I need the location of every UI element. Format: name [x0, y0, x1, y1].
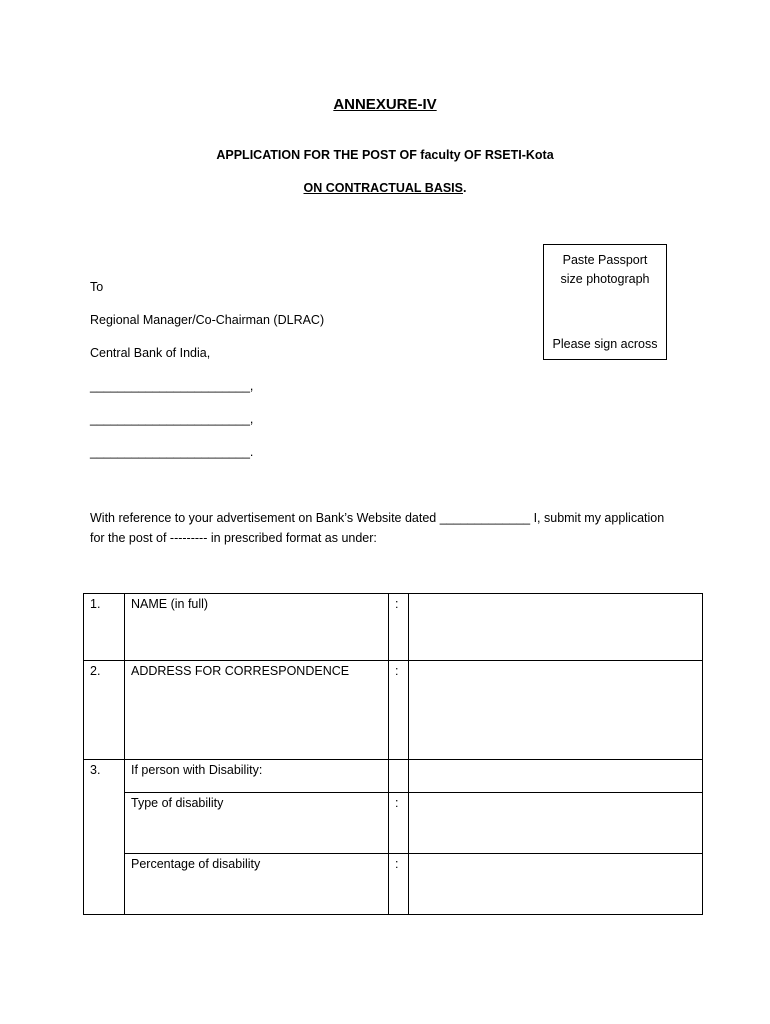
table-row [84, 661, 703, 760]
address-to: To [90, 280, 104, 294]
application-form-table [83, 593, 703, 915]
row-label: Percentage of disability [125, 854, 389, 915]
sign-instruction: Please sign across [552, 337, 658, 351]
address-bank: Central Bank of India, [90, 346, 211, 360]
disability-answer-field[interactable] [409, 760, 703, 793]
application-heading: APPLICATION FOR THE POST OF faculty OF RSETI-Kota [216, 148, 554, 162]
table-row [84, 594, 703, 661]
address-blank-line-2[interactable]: _______________________, [90, 412, 254, 426]
address-blank-line-3[interactable]: _______________________. [90, 445, 254, 459]
photo-placeholder-box[interactable] [543, 244, 667, 360]
photo-instruction [544, 251, 666, 289]
table-row [84, 760, 703, 793]
contractual-basis-period: . [463, 181, 467, 195]
row-number: 2. [84, 661, 125, 760]
disability-percentage-answer-field[interactable] [409, 854, 703, 915]
name-answer-field[interactable] [409, 594, 703, 661]
contractual-basis-text: ON CONTRACTUAL BASIS [303, 181, 463, 195]
intro-line-2: for the post of --------- in prescribed format as under: [90, 531, 377, 545]
row-colon: : [389, 594, 409, 661]
row-number: 3. [84, 760, 125, 915]
table-row [84, 854, 703, 915]
row-colon: : [389, 793, 409, 854]
address-blank-line-1[interactable]: _______________________, [90, 379, 254, 393]
disability-type-answer-field[interactable] [409, 793, 703, 854]
row-number: 1. [84, 594, 125, 661]
table-row [84, 793, 703, 854]
row-label: ADDRESS FOR CORRESPONDENCE [125, 661, 389, 760]
photo-instruction-line1: Paste Passport [562, 253, 648, 267]
row-colon: : [389, 661, 409, 760]
page-title: ANNEXURE-IV [333, 96, 437, 113]
row-label: Type of disability [125, 793, 389, 854]
row-label: NAME (in full) [125, 594, 389, 661]
intro-line-1: With reference to your advertisement on Bank’s Website dated _____________ I, submit my application [90, 511, 665, 525]
photo-instruction-line2: size photograph [560, 272, 650, 286]
intro-paragraph [90, 508, 690, 548]
row-colon: : [389, 854, 409, 915]
address-recipient: Regional Manager/Co-Chairman (DLRAC) [90, 313, 325, 327]
row-label: If person with Disability: [125, 760, 389, 793]
row-colon [389, 760, 409, 793]
contractual-basis-heading [0, 181, 770, 195]
address-answer-field[interactable] [409, 661, 703, 760]
